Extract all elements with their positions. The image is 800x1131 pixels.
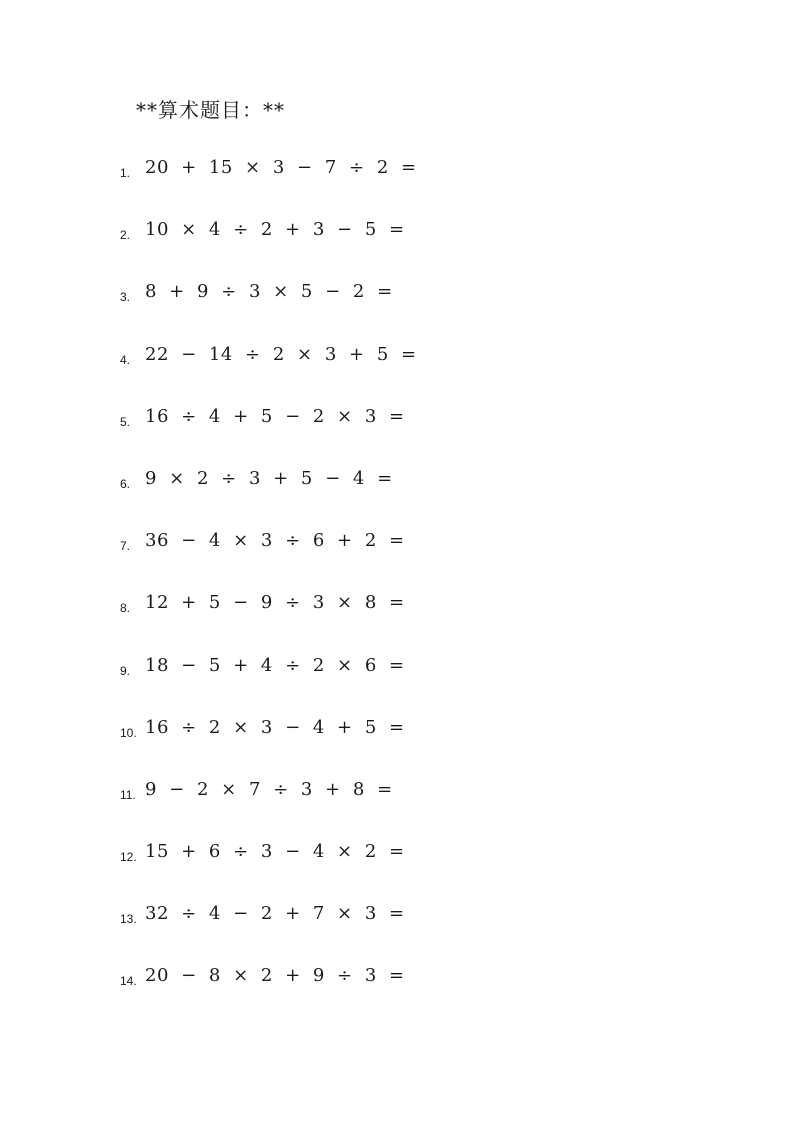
problem-number: 5.	[120, 414, 131, 429]
problem-item-12	[120, 841, 417, 903]
problem-expression: 8 + 9 ÷ 3 × 5 − 2 =	[145, 281, 393, 303]
problem-number: 9.	[120, 663, 131, 678]
problem-item-13	[120, 903, 417, 965]
problem-number: 6.	[120, 476, 131, 491]
problem-expression: 20 + 15 × 3 − 7 ÷ 2 =	[145, 157, 417, 178]
problem-number: 8.	[120, 601, 131, 616]
problem-item-7	[120, 530, 417, 592]
problem-number: 14.	[120, 974, 137, 989]
problem-item-9	[120, 655, 417, 717]
problem-expression: 16 ÷ 4 + 5 − 2 × 3 =	[145, 405, 405, 427]
problem-number: 1.	[120, 166, 131, 180]
problem-item-2	[120, 219, 417, 281]
problem-expression: 15 + 6 ÷ 3 − 4 × 2 =	[145, 841, 405, 863]
problem-list	[120, 157, 417, 1028]
problem-expression: 10 × 4 ÷ 2 + 3 − 5 =	[145, 219, 405, 241]
problem-item-1	[120, 157, 417, 219]
problem-number: 11.	[120, 787, 136, 802]
problem-expression: 16 ÷ 2 × 3 − 4 + 5 =	[145, 716, 405, 738]
problem-number: 12.	[120, 850, 137, 865]
problem-expression: 9 × 2 ÷ 3 + 5 − 4 =	[145, 467, 393, 489]
problem-item-6	[120, 468, 417, 530]
problem-number: 2.	[120, 228, 131, 243]
problem-expression: 12 + 5 − 9 ÷ 3 × 8 =	[145, 592, 405, 614]
problem-expression: 36 − 4 × 3 ÷ 6 + 2 =	[145, 530, 405, 552]
problem-item-8	[120, 592, 417, 654]
problem-number: 4.	[120, 352, 131, 367]
problem-item-5	[120, 406, 417, 468]
problem-expression: 32 ÷ 4 − 2 + 7 × 3 =	[145, 903, 405, 925]
problem-item-10	[120, 717, 417, 779]
problem-item-14	[120, 965, 417, 1027]
problem-expression: 9 − 2 × 7 ÷ 3 + 8 =	[145, 778, 393, 800]
problem-number: 7.	[120, 539, 131, 554]
problem-number: 3.	[120, 290, 131, 305]
problem-item-11	[120, 779, 417, 841]
problem-item-3	[120, 281, 417, 343]
problem-number: 13.	[120, 912, 137, 927]
page-title: **算术题目：**	[136, 98, 285, 122]
problem-expression: 18 − 5 + 4 ÷ 2 × 6 =	[145, 654, 405, 676]
problem-number: 10.	[120, 725, 137, 740]
problem-expression: 20 − 8 × 2 + 9 ÷ 3 =	[145, 965, 405, 987]
problem-expression: 22 − 14 ÷ 2 × 3 + 5 =	[145, 343, 417, 365]
problem-item-4	[120, 344, 417, 406]
